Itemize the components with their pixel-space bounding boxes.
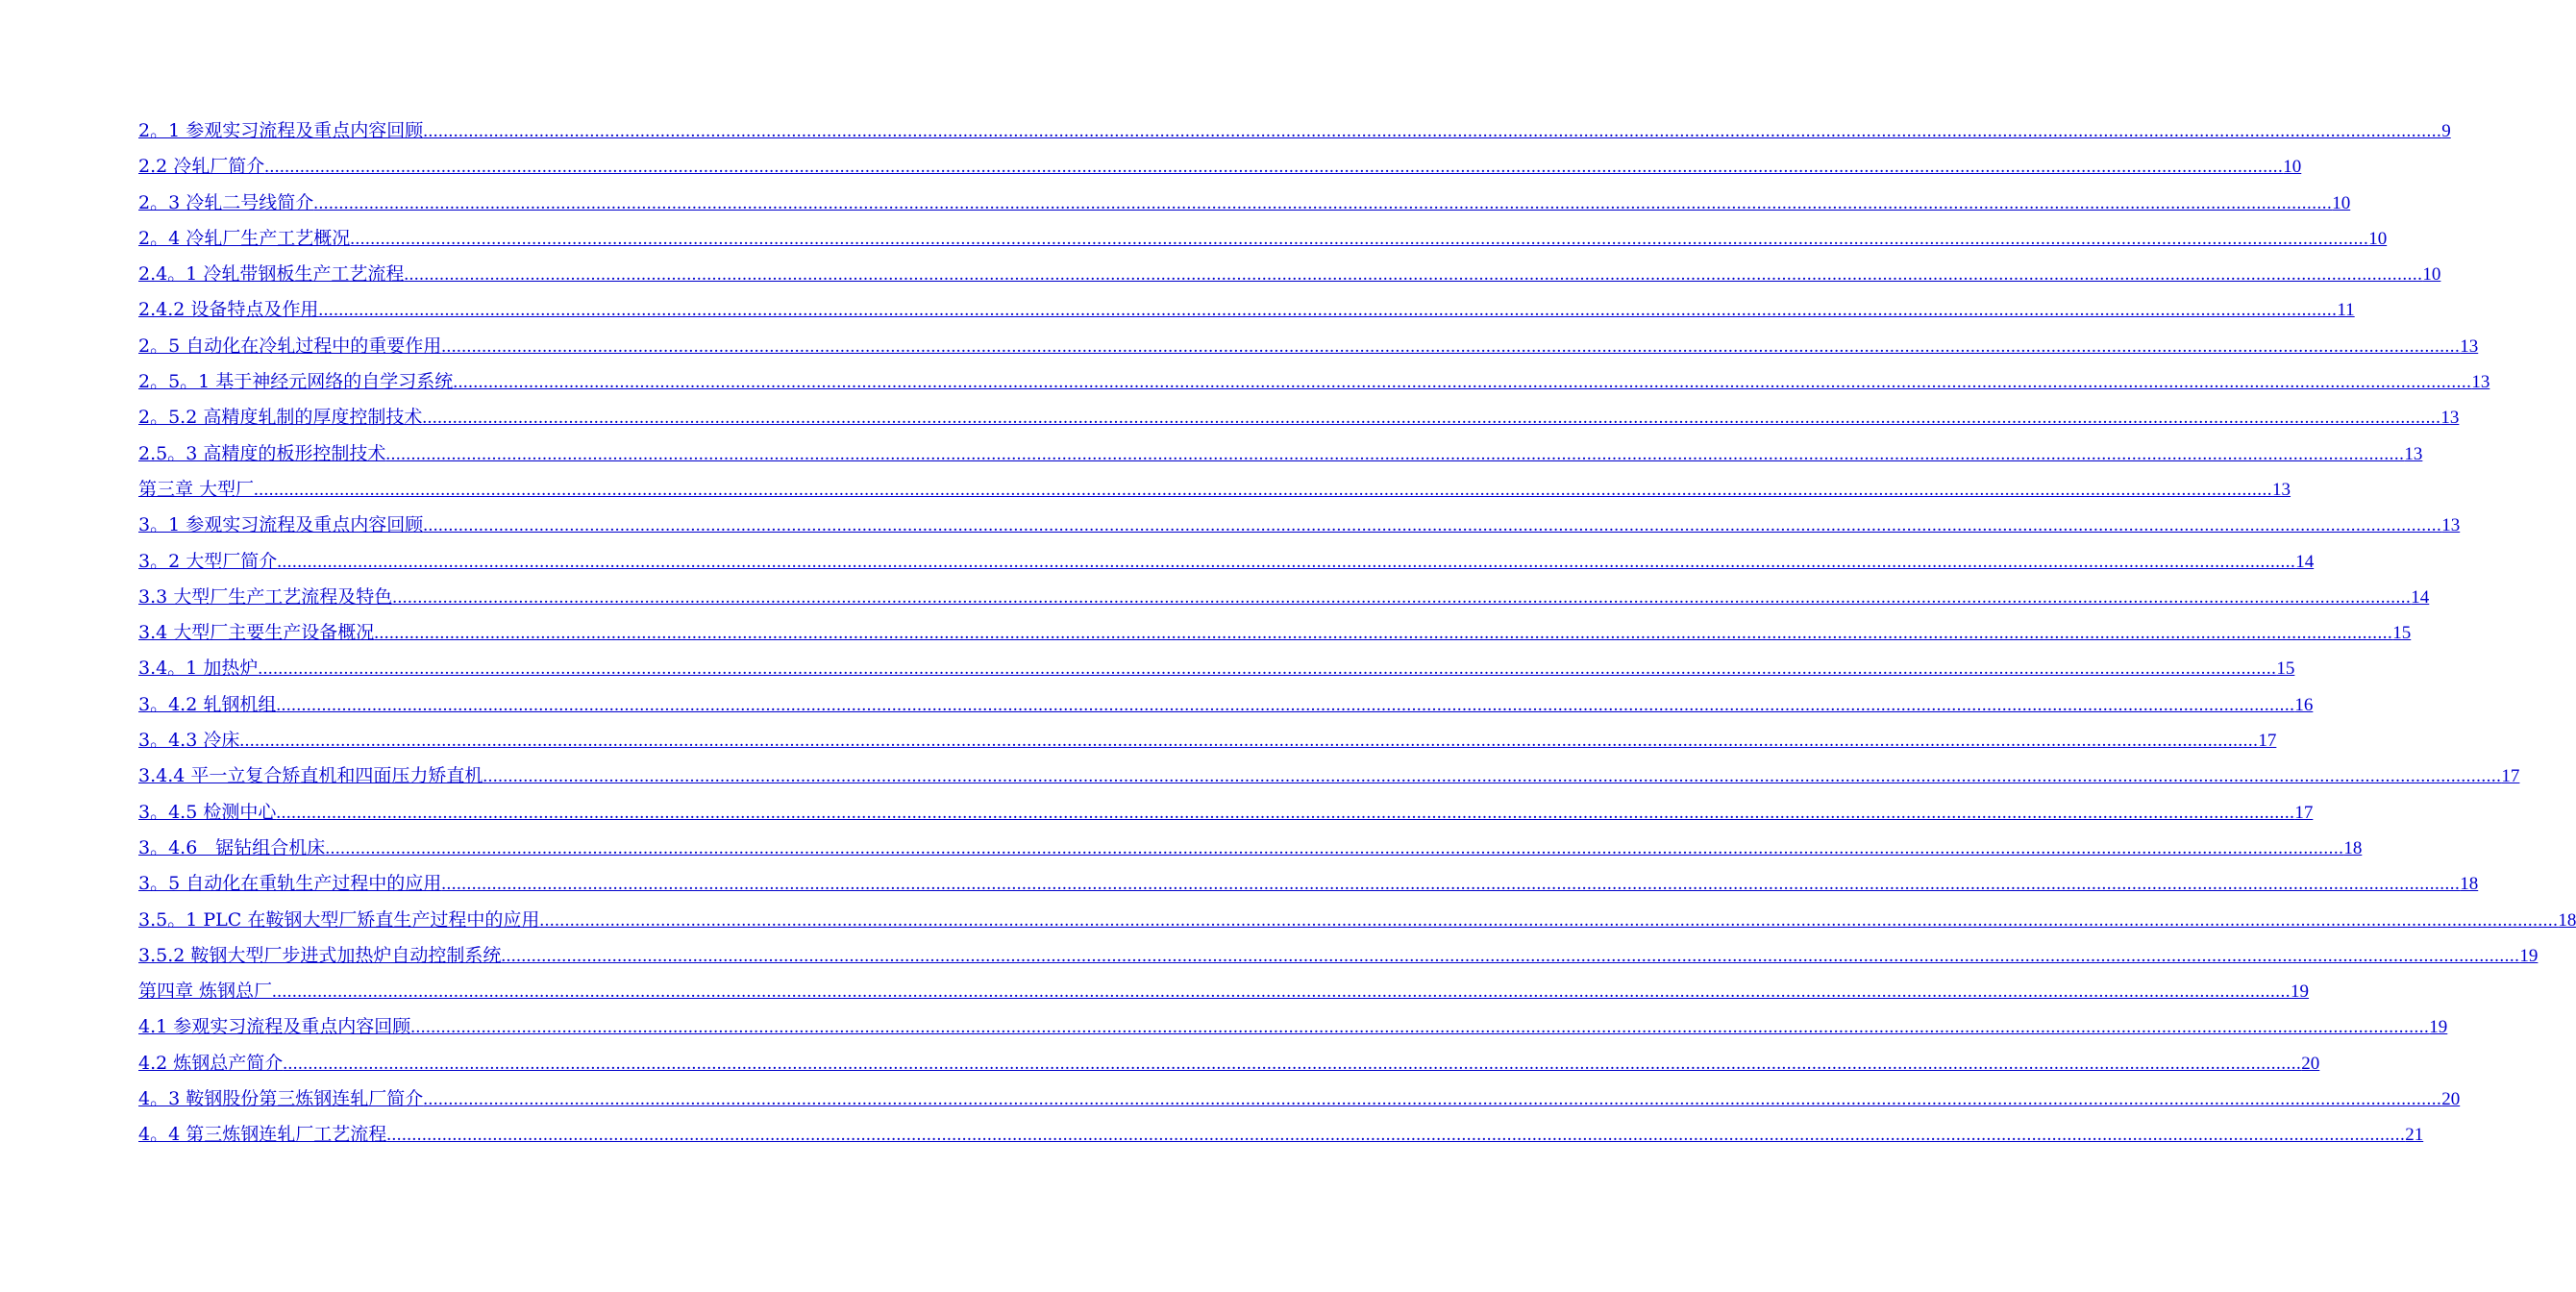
toc-entry-link[interactable] — [138, 1081, 2461, 1117]
toc-dot-leader: ................................................................................................................................................................................................................................................................................................................................................................................................................ — [272, 981, 2291, 1003]
toc-entry-link[interactable] — [138, 687, 2314, 723]
toc-entry-title: 4.2 炼钢总产简介 — [138, 1052, 284, 1074]
toc-entry-page-number: 18 — [2558, 909, 2576, 931]
toc-entry-link[interactable] — [138, 436, 2423, 472]
toc-entry-title: 2。5.2 高精度轧制的厚度控制技术 — [138, 407, 423, 429]
toc-dot-leader: ................................................................................................................................................................................................................................................................................................................................................................................................................ — [385, 443, 2405, 464]
table-of-contents — [138, 113, 2576, 1154]
toc-entry-title: 3.4。1 加热炉 — [138, 658, 259, 680]
toc-dot-leader: ................................................................................................................................................................................................................................................................................................................................................................................................................ — [276, 694, 2295, 715]
toc-entry-link[interactable] — [138, 903, 2576, 938]
toc-entry-page-number: 13 — [2441, 515, 2461, 536]
toc-dot-leader: ................................................................................................................................................................................................................................................................................................................................................................................................................ — [239, 731, 2259, 752]
toc-entry-page-number: 15 — [2276, 658, 2295, 680]
toc-entry-title: 3.3 大型厂生产工艺流程及特色 — [138, 585, 393, 608]
toc-entry-title: 4。3 鞍钢股份第三炼钢连轧厂简介 — [138, 1088, 424, 1110]
toc-dot-leader: ................................................................................................................................................................................................................................................................................................................................................................................................................ — [318, 300, 2338, 321]
toc-entry-page-number: 14 — [2295, 551, 2315, 572]
toc-dot-leader: ................................................................................................................................................................................................................................................................................................................................................................................................................ — [453, 372, 2472, 393]
toc-dot-leader: ................................................................................................................................................................................................................................................................................................................................................................................................................ — [422, 408, 2441, 429]
toc-entry-link[interactable] — [138, 400, 2460, 435]
toc-entry-page-number: 13 — [2404, 443, 2423, 464]
toc-entry-link[interactable] — [138, 544, 2315, 580]
toc-entry-title: 第四章 炼钢总厂 — [138, 981, 273, 1003]
toc-dot-leader: ................................................................................................................................................................................................................................................................................................................................................................................................................ — [374, 623, 2393, 644]
toc-entry-page-number: 20 — [2301, 1053, 2320, 1074]
toc-dot-leader: ................................................................................................................................................................................................................................................................................................................................................................................................................ — [392, 586, 2412, 608]
toc-entry-title: 2。5 自动化在冷轧过程中的重要作用 — [138, 335, 442, 357]
toc-entry-title: 2。4 冷轧厂生产工艺概况 — [138, 227, 351, 249]
toc-entry-title: 2。1 参观实习流程及重点内容回顾 — [138, 120, 424, 141]
toc-entry-link[interactable] — [138, 1046, 2320, 1081]
toc-entry-page-number: 9 — [2441, 121, 2451, 141]
toc-dot-leader: ................................................................................................................................................................................................................................................................................................................................................................................................................ — [254, 479, 2273, 500]
toc-entry-title: 2.2 冷轧厂简介 — [138, 156, 265, 178]
toc-entry-link[interactable] — [138, 758, 2520, 794]
toc-entry-title: 3。2 大型厂简介 — [138, 550, 278, 572]
toc-entry-link[interactable] — [138, 508, 2461, 543]
toc-entry-page-number: 18 — [2343, 837, 2363, 858]
toc-entry-page-number: 17 — [2501, 766, 2520, 787]
toc-dot-leader: ................................................................................................................................................................................................................................................................................................................................................................................................................ — [276, 802, 2295, 823]
toc-entry-title: 3。4.3 冷床 — [138, 730, 240, 752]
toc-entry-page-number: 13 — [2272, 479, 2291, 500]
toc-entry-page-number: 13 — [2460, 335, 2479, 357]
toc-dot-leader: ................................................................................................................................................................................................................................................................................................................................................................................................................ — [325, 837, 2344, 858]
toc-entry-title: 3.4.4 平一立复合矫直机和四面压力矫直机 — [138, 765, 483, 787]
toc-entry-title: 3。4.2 轧钢机组 — [138, 693, 277, 715]
toc-entry-link[interactable] — [138, 257, 2441, 292]
toc-dot-leader: ................................................................................................................................................................................................................................................................................................................................................................................................................ — [501, 945, 2520, 966]
toc-entry-title: 2。5。1 基于神经元网络的自学习系统 — [138, 371, 454, 393]
toc-entry-page-number: 10 — [2422, 264, 2441, 286]
toc-entry-link[interactable] — [138, 723, 2277, 758]
toc-entry-page-number: 19 — [2429, 1017, 2448, 1038]
toc-entry-title: 3。1 参观实习流程及重点内容回顾 — [138, 514, 424, 536]
toc-entry-title: 3。4.5 检测中心 — [138, 801, 277, 823]
toc-entry-page-number: 11 — [2337, 300, 2355, 321]
toc-entry-page-number: 20 — [2441, 1089, 2461, 1110]
toc-entry-link[interactable] — [138, 113, 2451, 149]
toc-dot-leader: ................................................................................................................................................................................................................................................................................................................................................................................................................ — [264, 157, 2284, 178]
toc-entry-title: 3.4 大型厂主要生产设备概况 — [138, 622, 375, 644]
toc-entry-link[interactable] — [138, 364, 2490, 400]
toc-entry-page-number: 10 — [2283, 157, 2302, 178]
toc-entry-link[interactable] — [138, 938, 2539, 974]
toc-dot-leader: ................................................................................................................................................................................................................................................................................................................................................................................................................ — [423, 121, 2442, 141]
toc-dot-leader: ................................................................................................................................................................................................................................................................................................................................................................................................................ — [386, 1125, 2406, 1146]
toc-entry-link[interactable] — [138, 1009, 2448, 1045]
toc-entry-page-number: 19 — [2291, 981, 2310, 1003]
toc-entry-page-number: 17 — [2294, 802, 2314, 823]
toc-dot-leader: ................................................................................................................................................................................................................................................................................................................................................................................................................ — [441, 335, 2461, 357]
toc-dot-leader: ................................................................................................................................................................................................................................................................................................................................................................................................................ — [539, 909, 2559, 931]
toc-entry-link[interactable] — [138, 149, 2302, 185]
toc-entry-page-number: 13 — [2471, 372, 2490, 393]
toc-entry-title: 2.5。3 高精度的板形控制技术 — [138, 442, 386, 464]
toc-entry-title: 2。3 冷轧二号线简介 — [138, 191, 314, 213]
toc-dot-leader: ................................................................................................................................................................................................................................................................................................................................................................................................................ — [283, 1053, 2302, 1074]
toc-entry-page-number: 21 — [2405, 1125, 2424, 1146]
toc-entry-link[interactable] — [138, 472, 2291, 508]
toc-entry-link[interactable] — [138, 329, 2479, 364]
toc-entry-title: 第三章 大型厂 — [138, 478, 255, 500]
toc-dot-leader: ................................................................................................................................................................................................................................................................................................................................................................................................................ — [483, 766, 2502, 787]
toc-entry-link[interactable] — [138, 974, 2310, 1009]
toc-entry-link[interactable] — [138, 292, 2355, 328]
toc-entry-link[interactable] — [138, 866, 2479, 902]
toc-dot-leader: ................................................................................................................................................................................................................................................................................................................................................................................................................ — [313, 192, 2333, 213]
toc-dot-leader: ................................................................................................................................................................................................................................................................................................................................................................................................................ — [441, 874, 2461, 895]
toc-entry-title: 3.5。1 PLC 在鞍钢大型厂矫直生产过程中的应用 — [138, 908, 540, 931]
toc-entry-page-number: 19 — [2519, 945, 2539, 966]
toc-entry-page-number: 17 — [2258, 731, 2277, 752]
toc-entry-link[interactable] — [138, 831, 2363, 866]
toc-entry-title: 2.4.2 设备特点及作用 — [138, 299, 319, 321]
toc-dot-leader: ................................................................................................................................................................................................................................................................................................................................................................................................................ — [410, 1017, 2430, 1038]
toc-entry-title: 2.4。1 冷轧带钢板生产工艺流程 — [138, 263, 405, 286]
toc-dot-leader: ................................................................................................................................................................................................................................................................................................................................................................................................................ — [350, 228, 2369, 249]
toc-entry-link[interactable] — [138, 186, 2351, 221]
toc-entry-title: 3。5 自动化在重轨生产过程中的应用 — [138, 873, 442, 895]
toc-entry-page-number: 14 — [2411, 586, 2430, 608]
toc-dot-leader: ................................................................................................................................................................................................................................................................................................................................................................................................................ — [404, 264, 2423, 286]
toc-entry-link[interactable] — [138, 795, 2314, 831]
toc-dot-leader: ................................................................................................................................................................................................................................................................................................................................................................................................................ — [423, 1089, 2442, 1110]
toc-entry-title: 4.1 参观实习流程及重点内容回顾 — [138, 1016, 411, 1038]
toc-entry-link[interactable] — [138, 580, 2430, 615]
toc-dot-leader: ................................................................................................................................................................................................................................................................................................................................................................................................................ — [258, 658, 2277, 680]
toc-entry-page-number: 13 — [2440, 408, 2460, 429]
toc-entry-title: 3。4.6 锯钻组合机床 — [138, 836, 326, 858]
toc-entry-page-number: 16 — [2294, 694, 2314, 715]
toc-entry-page-number: 10 — [2332, 192, 2351, 213]
toc-entry-page-number: 15 — [2392, 623, 2412, 644]
toc-dot-leader: ................................................................................................................................................................................................................................................................................................................................................................................................................ — [277, 551, 2296, 572]
toc-entry-link[interactable] — [138, 615, 2412, 651]
toc-entry-page-number: 10 — [2368, 228, 2388, 249]
toc-dot-leader: ................................................................................................................................................................................................................................................................................................................................................................................................................ — [423, 515, 2442, 536]
toc-entry-title: 3.5.2 鞍钢大型厂步进式加热炉自动控制系统 — [138, 944, 502, 966]
toc-entry-title: 4。4 第三炼钢连轧厂工艺流程 — [138, 1124, 387, 1146]
toc-entry-page-number: 18 — [2460, 874, 2479, 895]
toc-entry-link[interactable] — [138, 221, 2388, 257]
toc-entry-link[interactable] — [138, 651, 2295, 686]
toc-entry-link[interactable] — [138, 1117, 2424, 1153]
